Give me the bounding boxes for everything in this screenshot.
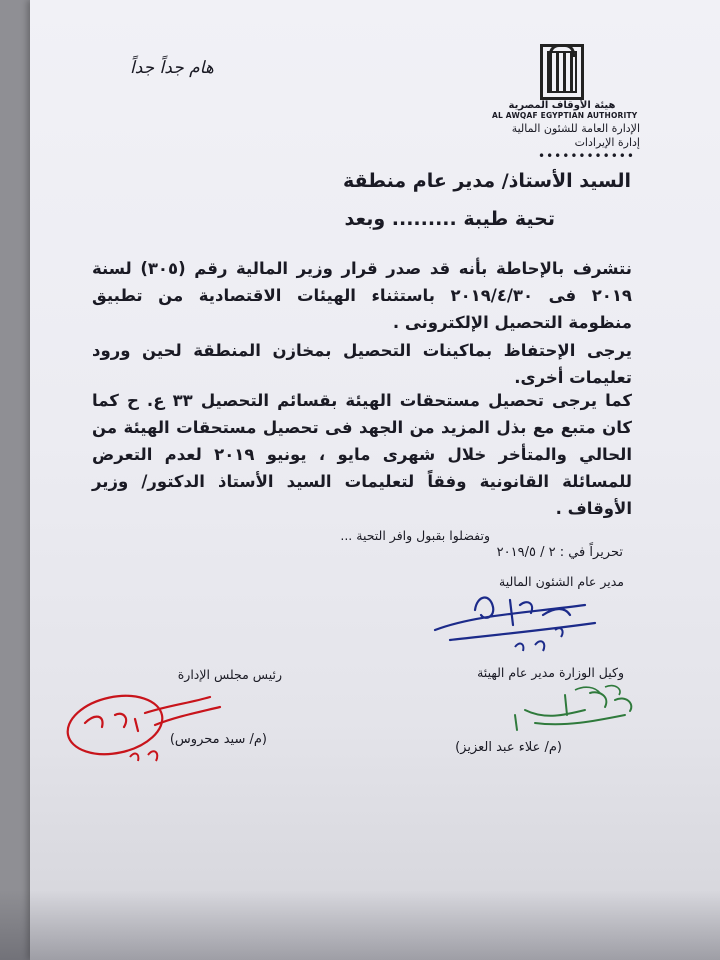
deputy-minister-title: وكيل الوزارة مدير عام الهيئة <box>477 665 624 680</box>
greeting: تحية طيبة ......... وبعد <box>344 208 555 230</box>
deputy-minister-signature <box>505 685 665 745</box>
department-name: الإدارة العامة للشئون المالية <box>511 122 640 135</box>
section-name: إدارة الإيرادات <box>574 136 640 149</box>
closing-line: وتفضلوا بقبول وافر التحية ... <box>340 528 490 543</box>
issue-date: تحريراً في : ٢ / ٢٠١٩/٥ <box>496 545 623 560</box>
authority-name-english: AL AWQAF EGYPTIAN AUTHORITY <box>492 111 638 120</box>
urgent-note: هام جداً جداً <box>130 58 214 78</box>
finance-director-title: مدير عام الشئون المالية <box>499 574 624 589</box>
chairman-title: رئيس مجلس الإدارة <box>177 667 282 682</box>
awqaf-logo-icon <box>540 44 584 100</box>
addressee: السيد الأستاذ/ مدير عام منطقة <box>342 170 631 192</box>
authority-name-arabic: هيئة الأوقاف المصرية <box>508 100 616 111</box>
paragraph-decree: نتشرف بالإحاطة بأنه قد صدر قرار وزير المالية رقم (٣٠٥) لسنة ٢٠١٩ فى ٢٠١٩/٤/٣٠ باستثناء الهيئات الاقتصادية من تطبيق منظومة التحصيل الإلكترونى . <box>92 259 632 332</box>
finance-director-signature <box>415 585 615 665</box>
header-dots: •••••••••••• <box>538 149 635 163</box>
paragraph-collection: كما يرجى تحصيل مستحقات الهيئة بقسائم التحصيل ٣٣ ع. ح كما كان متبع مع بذل المزيد من الجهد فى تحصيل مستحقات الهيئة من الحالي والمتأخر خلال شهرى مايو ، يونيو ٢٠١٩ لعدم التعرض للمسائلة القانونية وفقاً لتعليمات السيد الأستاذ الدكتور/ وزير الأوقاف . <box>92 391 632 518</box>
chairman-signature <box>60 685 230 775</box>
deputy-minister-name: (م/ علاء عبد العزيز) <box>455 740 562 755</box>
paragraph-machines: يرجى الإحتفاظ بماكينات التحصيل بمخازن المنطقة لحين ورود تعليمات أخرى. <box>92 341 632 387</box>
page-shadow <box>0 890 720 960</box>
chairman-name: (م/ سيد محروس) <box>169 732 267 747</box>
